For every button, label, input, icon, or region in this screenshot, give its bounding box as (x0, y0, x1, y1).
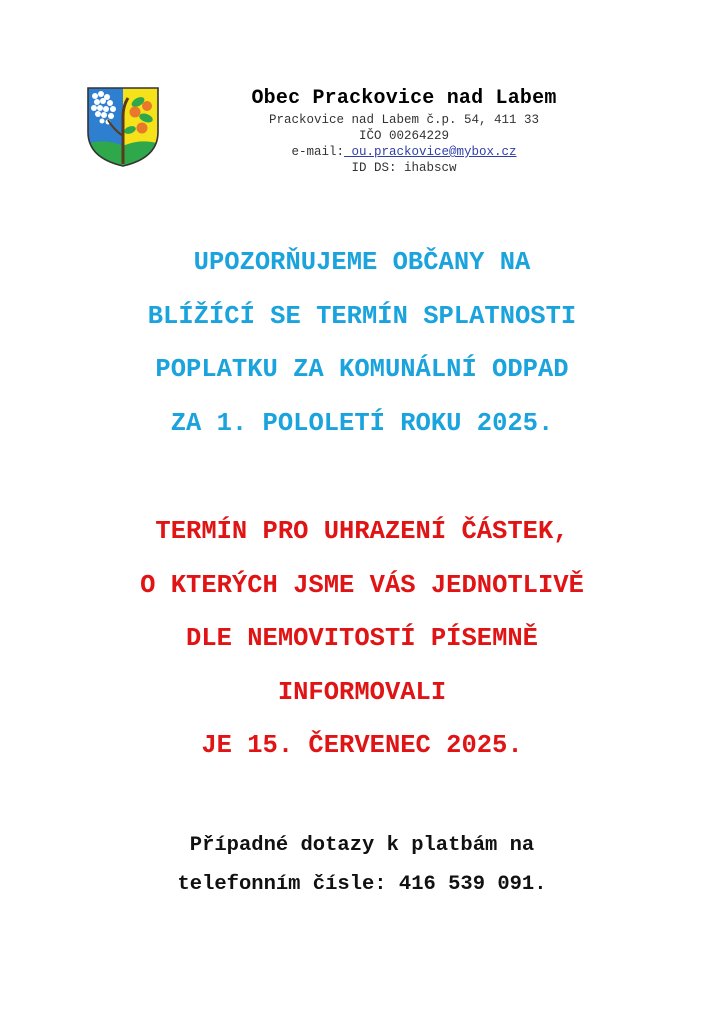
payment-reminder-notice (40, 236, 684, 450)
contact-info (40, 826, 684, 904)
payment-deadline-notice (40, 505, 684, 773)
email-line (200, 144, 608, 160)
organization-name: Obec Prackovice nad Labem (251, 87, 557, 110)
postal-address: Prackovice nad Labem č.p. 54, 411 33 (268, 113, 540, 127)
contact-line: Případné dotazy k platbám na (189, 834, 535, 857)
deadline-date-line: JE 15. ČERVENEC 2025. (201, 731, 523, 760)
notice-line: DLE NEMOVITOSTÍ PÍSEMNĚ (186, 624, 538, 653)
notice-line: BLÍŽÍCÍ SE TERMÍN SPLATNOSTI (147, 301, 577, 331)
letterhead (0, 0, 724, 200)
notice-line: O KTERÝCH JSME VÁS JEDNOTLIVĚ (140, 570, 584, 600)
letterhead-text (200, 86, 608, 176)
notice-line: POPLATKU ZA KOMUNÁLNÍ ODPAD (155, 355, 569, 384)
email-link[interactable]: ou.prackovice@mybox.cz (343, 145, 517, 159)
company-id: IČO 00264229 (358, 129, 449, 143)
notice-line: UPOZORŇUJEME OBČANY NA (193, 248, 531, 277)
data-box-id: ID DS: ihabscw (351, 161, 457, 175)
email-label: e-mail: (291, 145, 344, 159)
notice-line: ZA 1. POLOLETÍ ROKU 2025. (170, 408, 554, 438)
notice-line: INFORMOVALI (277, 677, 447, 707)
phone-number-line: telefonním čísle: 416 539 091. (177, 873, 547, 896)
notice-line: TERMÍN PRO UHRAZENÍ ČÁSTEK, (155, 517, 569, 546)
municipal-coat-of-arms-icon (86, 86, 160, 168)
